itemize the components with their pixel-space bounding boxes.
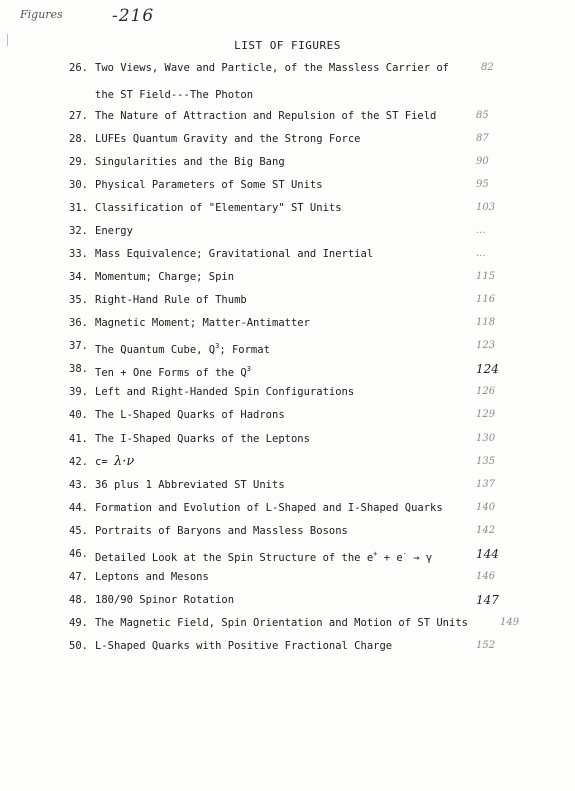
- figure-title: Magnetic Moment; Matter-Antimatter: [95, 317, 310, 329]
- list-item: [0, 130, 575, 148]
- page-ref: 85: [476, 110, 489, 121]
- list-item: [0, 153, 575, 171]
- list-item: [0, 245, 575, 263]
- page-ref: 149: [500, 617, 520, 628]
- superscript: 3: [215, 342, 220, 350]
- figure-title: L-Shaped Quarks with Positive Fractional Charge: [95, 640, 393, 652]
- figure-number: 47.: [69, 571, 88, 583]
- figure-number: 36.: [69, 317, 88, 329]
- page-ref: 146: [476, 571, 496, 582]
- list-item: [0, 637, 575, 655]
- list-item: [0, 499, 575, 517]
- list-item: [0, 591, 575, 609]
- page-ref: 126: [476, 386, 496, 397]
- page-ref: 130: [476, 433, 496, 444]
- figure-title: c=: [95, 456, 114, 468]
- page-ref: 142: [476, 525, 496, 536]
- page-ref: 116: [476, 294, 496, 305]
- list-item: [0, 360, 575, 378]
- page-ref: 124: [476, 362, 499, 376]
- figure-title-with-superscript: [95, 545, 501, 567]
- figure-title-suffix: ; Format: [219, 344, 270, 356]
- figure-number: 49.: [69, 617, 88, 629]
- figure-number: 39.: [69, 386, 88, 398]
- superscript: 3: [246, 365, 251, 373]
- list-item: [0, 291, 575, 309]
- figure-number: 30.: [69, 179, 88, 191]
- figure-title: 180/90 Spinor Rotation: [95, 594, 235, 606]
- list-item: [0, 476, 575, 494]
- figure-number: 44.: [69, 502, 88, 514]
- list-item: [0, 568, 575, 586]
- page-ref: ...: [476, 248, 486, 259]
- list-item: [0, 406, 575, 424]
- list-item: [0, 199, 575, 217]
- figure-title: Leptons and Mesons: [95, 571, 209, 583]
- page-ref: 90: [476, 156, 489, 167]
- page-ref: 137: [476, 479, 496, 490]
- list-item: [0, 107, 575, 125]
- figure-number: 26.: [69, 62, 88, 74]
- page-ref: 82: [481, 62, 494, 73]
- page-ref: 118: [476, 317, 496, 328]
- figure-title: Mass Equivalence; Gravitational and Inertial: [95, 248, 374, 260]
- figure-title: Classification of "Elementary" ST Units: [95, 202, 342, 214]
- figure-number: 42.: [69, 456, 88, 468]
- page-ref: ...: [476, 225, 486, 236]
- page-ref: 135: [476, 456, 496, 467]
- figure-title: Singularities and the Big Bang: [95, 156, 285, 168]
- figure-number: 40.: [69, 409, 88, 421]
- page-ref: 95: [476, 179, 489, 190]
- page-title: LIST OF FIGURES: [234, 39, 341, 52]
- page-ref: 123: [476, 340, 496, 351]
- page-ref: 140: [476, 502, 496, 513]
- figure-number: 27.: [69, 110, 88, 122]
- figure-number: 46.: [69, 548, 88, 560]
- figure-title: 36 plus 1 Abbreviated ST Units: [95, 479, 285, 491]
- list-item: [0, 383, 575, 401]
- figure-number: 37.: [69, 340, 88, 352]
- figure-title: Formation and Evolution of L-Shaped and I-Shaped Quarks: [95, 502, 443, 514]
- figure-title: The I-Shaped Quarks of the Leptons: [95, 433, 310, 445]
- list-item: [0, 337, 575, 355]
- list-item: [0, 545, 575, 563]
- figure-number: 38.: [69, 363, 88, 375]
- figure-number: 33.: [69, 248, 88, 260]
- figure-title-equation: [95, 453, 501, 471]
- page-number: -216: [112, 6, 155, 26]
- list-item: [0, 314, 575, 332]
- page-ref: 147: [476, 593, 499, 607]
- page-ref: 152: [476, 640, 496, 651]
- figure-title-with-superscript: [95, 337, 501, 359]
- figure-title: Momentum; Charge; Spin: [95, 271, 235, 283]
- list-item: [0, 453, 575, 471]
- figure-number: 41.: [69, 433, 88, 445]
- figure-title: LUFEs Quantum Gravity and the Strong Force: [95, 133, 361, 145]
- figure-number: 35.: [69, 294, 88, 306]
- figure-number: 31.: [69, 202, 88, 214]
- list-item: [0, 222, 575, 240]
- lambda-nu-formula: λ·ν: [113, 454, 135, 469]
- figure-title: The Quantum Cube, Q: [95, 344, 216, 356]
- figure-title-suffix: + e: [377, 552, 403, 564]
- figure-number: 34.: [69, 271, 88, 283]
- list-item: [0, 268, 575, 286]
- figure-title: Physical Parameters of Some ST Units: [95, 179, 323, 191]
- figure-number: 43.: [69, 479, 88, 491]
- figure-number: 45.: [69, 525, 88, 537]
- figure-title: Two Views, Wave and Particle, of the Massless Carrier of: [95, 62, 450, 74]
- superscript: -: [402, 550, 407, 558]
- figure-title: The Nature of Attraction and Repulsion of the ST Field: [95, 110, 437, 122]
- figure-title: The Magnetic Field, Spin Orientation and Motion of ST Units: [95, 617, 468, 629]
- figure-title: Ten + One Forms of the Q: [95, 367, 247, 379]
- figure-number: 32.: [69, 225, 88, 237]
- figure-number: 28.: [69, 133, 88, 145]
- page-ref: 144: [476, 547, 499, 561]
- figure-number: 48.: [69, 594, 88, 606]
- page-ref: 115: [476, 271, 496, 282]
- superscript: +: [373, 550, 378, 558]
- figure-title: The L-Shaped Quarks of Hadrons: [95, 409, 285, 421]
- list-item: [0, 59, 575, 77]
- page-ref: 129: [476, 409, 496, 420]
- figure-number: 29.: [69, 156, 88, 168]
- list-item: [0, 614, 575, 632]
- list-item: [0, 430, 575, 448]
- page-ref: 87: [476, 133, 489, 144]
- figure-title: Portraits of Baryons and Massless Bosons: [95, 525, 348, 537]
- figure-title-suffix: → γ: [406, 552, 433, 564]
- figure-title: Detailed Look at the Spin Structure of the e: [95, 552, 374, 564]
- figure-title-with-superscript: [95, 360, 501, 382]
- figure-title: Left and Right-Handed Spin Configurations: [95, 386, 355, 398]
- list-item: [0, 176, 575, 194]
- corner-note: Figures: [20, 8, 63, 21]
- list-item: [0, 522, 575, 540]
- figure-title: Right-Hand Rule of Thumb: [95, 294, 247, 306]
- page-ref: 103: [476, 202, 496, 213]
- figure-number: 50.: [69, 640, 88, 652]
- figure-title-continuation: the ST Field---The Photon: [95, 89, 254, 101]
- figure-title: Energy: [95, 225, 133, 237]
